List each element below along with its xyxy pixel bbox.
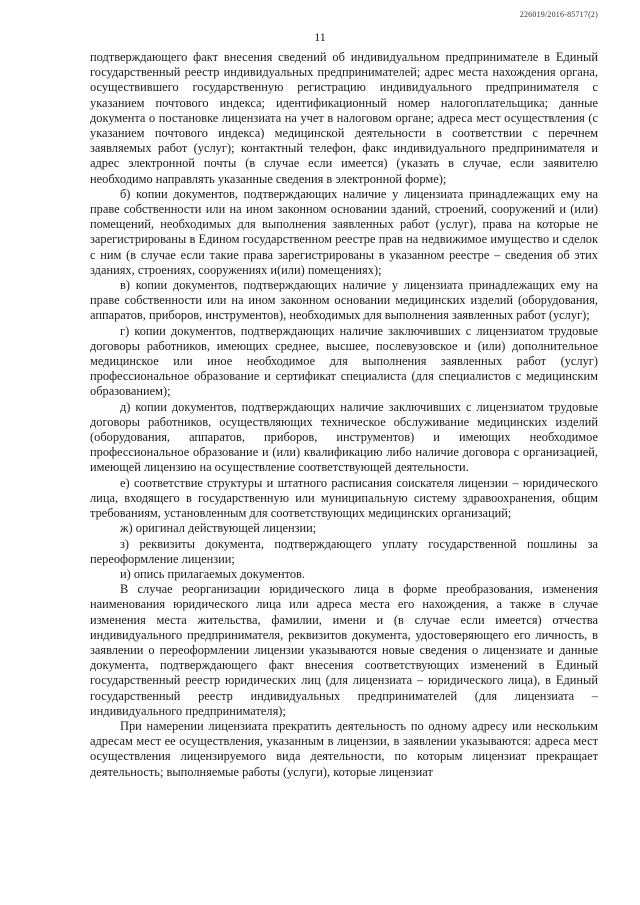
document-id: 226019/2016-85717(2): [519, 10, 598, 19]
paragraph: При намерении лицензиата прекратить деятельность по одному адресу или нескольким адресам мест ее осуществления, указанным в лицензии, в заявлении указываются: адреса мест осуществления лицензируемого вида деятельности, по которым лицензиат прекращает деятельность; выполняемые работы (услуги), которые лицензиат: [90, 718, 598, 779]
paragraph: д) копии документов, подтверждающих наличие заключивших с лицензиатом трудовые договоры работников, осуществляющих техническое обслуживание медицинских изделий (оборудования, аппаратов, приборов, инструментов) и имеющих необходимое профессиональное образование и (или) квалификацию либо наличие договора с организацией, имеющей лицензию на осуществление соответствующей деятельности.: [90, 399, 598, 475]
paragraph: ж) оригинал действующей лицензии;: [120, 521, 317, 536]
paragraph: б) копии документов, подтверждающих наличие у лицензиата принадлежащих ему на праве собственности или на ином законном основании зданий, строений, сооружений и (или) помещений, необходимых для выполнения заявленных работ (услуг), права на которые не зарегистрированы в Едином государственном реестре прав на недвижимое имущество и сделок с ним (в случае если такие права зарегистрированы в указанном реестре – сведения об этих зданиях, строениях, сооружениях и(или) помещениях);: [90, 186, 598, 277]
paragraph: з) реквизиты документа, подтверждающего уплату государственной пошлины за переоформление лицензии;: [90, 536, 598, 566]
document-body: [90, 50, 598, 780]
page-number: 11: [314, 30, 326, 44]
paragraph: и) опись прилагаемых документов.: [120, 566, 305, 581]
paragraph: г) копии документов, подтверждающих наличие заключивших с лицензиатом трудовые договоры работников, имеющих среднее, высшее, послевузовское и (или) дополнительное медицинское или иное необходимое для выполнения заявленных работ (услуг) профессиональное образование и сертификат специалиста (для специалистов с медицинским образованием);: [90, 323, 598, 399]
paragraph: В случае реорганизации юридического лица в форме преобразования, изменения наименования юридического лица или адреса места его нахождения, а также в случае изменения места жительства, фамилии, имени и (в случае если имеется) отчества индивидуального предпринимателя, реквизитов документа, удостоверяющего его личность, в заявлении о переоформлении лицензии указываются новые сведения о лицензиате и данные документа, подтверждающего факт внесения соответствующих изменений в Единый государственный реестр юридических лиц (для лицензиата – юридического лица), в Единый государственный реестр индивидуальных предпринимателей (для лицензиата – индивидуального предпринимателя);: [90, 582, 598, 718]
paragraph: подтверждающего факт внесения сведений об индивидуальном предпринимателе в Единый государственный реестр индивидуальных предпринимателей; адрес места нахождения органа, осуществившего государственную регистрацию индивидуального предпринимателя с указанием почтового индекса; идентификационный номер налогоплательщика; данные документа о постановке лицензиата на учет в налоговом органе; адреса мест осуществления (с указанием почтового индекса) медицинской деятельности в соответствии с перечнем заявляемых работ (услуг); контактный телефон, факс индивидуального предпринимателя и адрес электронной почты (в случае если имеется) (указать в случае, если заявителю необходимо направлять указанные сведения в электронной форме);: [90, 50, 598, 186]
paragraph: е) соответствие структуры и штатного расписания соискателя лицензии – юридического лица, входящего в государственную или муниципальную систему здравоохранения, общим требованиям, установленным для соответствующих медицинских организаций;: [90, 475, 598, 521]
paragraph: в) копии документов, подтверждающих наличие у лицензиата принадлежащих ему на праве собственности или на ином законном основании медицинских изделий (оборудования, аппаратов, приборов, инструментов), необходимых для выполнения заявленных работ (услуг);: [90, 278, 598, 323]
